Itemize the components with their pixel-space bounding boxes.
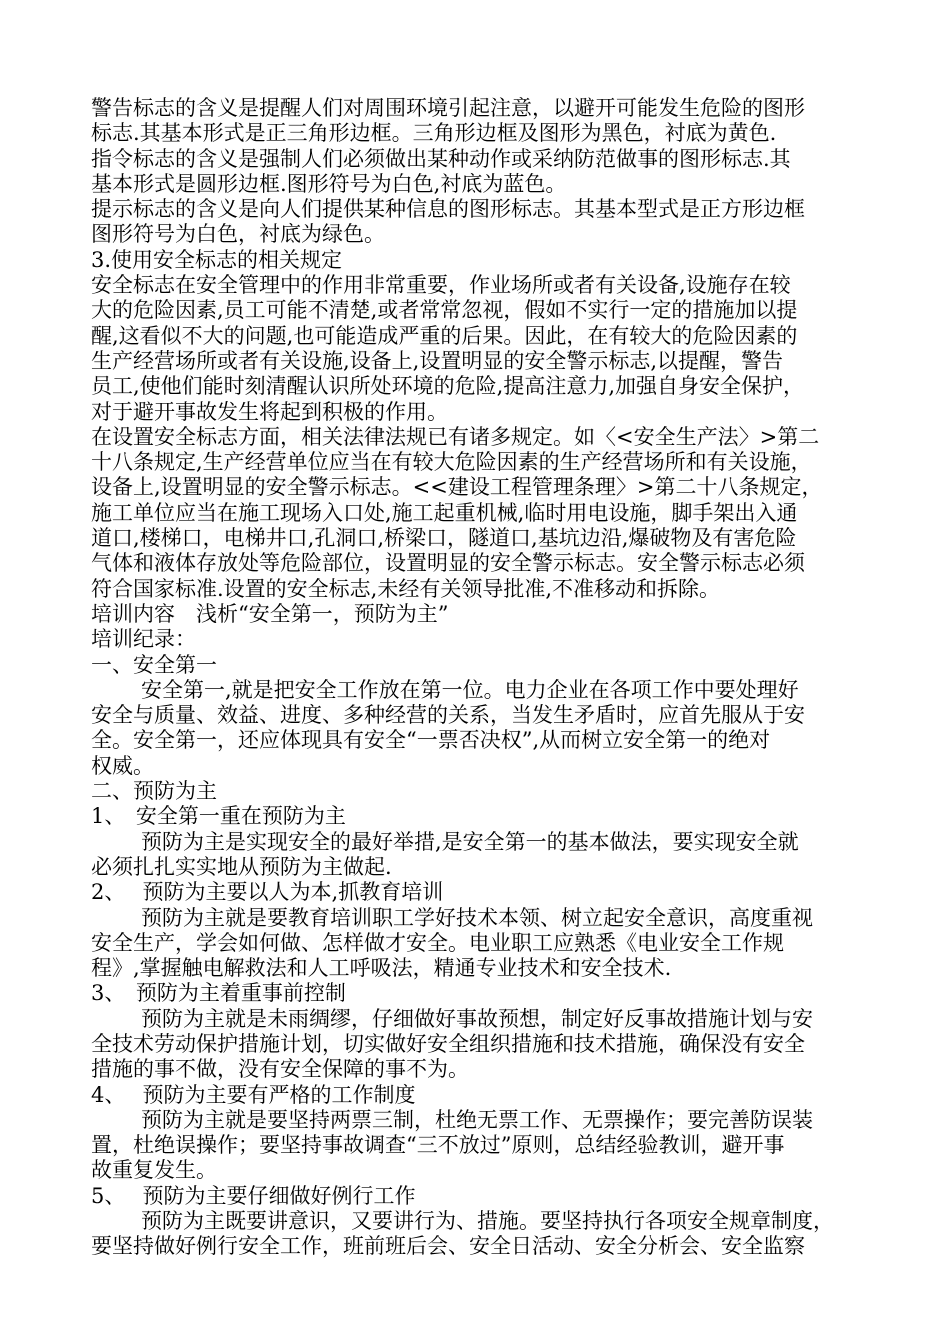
paragraph-line: 在设置安全标志方面，相关法律法规已有诸多规定。如〈<安全生产法〉>第二: [91, 424, 820, 449]
paragraph-line: 对于避开事故发生将起到积极的作用。: [91, 399, 448, 424]
paragraph-line: 设备上,设置明显的安全警示标志。<<建设工程管理条理〉>第二十八条规定，: [91, 475, 823, 500]
subsection-heading: 2、 预防为主要以人为本,抓教育培训: [91, 880, 444, 905]
paragraph-line: 要坚持做好例行安全工作，班前班后会、安全日活动、安全分析会、安全监察: [91, 1234, 805, 1259]
paragraph-line: 提示标志的含义是向人们提供某种信息的图形标志。其基本型式是正方形边框: [91, 197, 805, 222]
paragraph-line: 程》,掌握触电解救法和人工呼吸法，精通专业技术和安全技术.: [91, 956, 672, 981]
paragraph-line: 警告标志的含义是提醒人们对周围环境引起注意，以避开可能发生危险的图形: [91, 96, 805, 120]
paragraph-line: 气体和液体存放处等危险部位，设置明显的安全警示标志。安全警示标志必须: [91, 551, 805, 576]
paragraph-line: 员工,使他们能时刻清醒认识所处环境的危险,提高注意力,加强自身安全保护，: [91, 374, 805, 399]
paragraph-line: 标志.其基本形式是正三角形边框。三角形边框及图形为黑色，衬底为黄色.: [91, 121, 777, 146]
section-heading: 一、安全第一: [91, 652, 217, 677]
paragraph-line: 符合国家标准.设置的安全标志,未经有关领导批准,不准移动和拆除。: [91, 576, 721, 601]
paragraph-line: 图形符号为白色，衬底为绿色。: [91, 222, 385, 247]
training-record-label: 培训纪录：: [91, 627, 196, 652]
paragraph-line: 必须扎扎实实地从预防为主做起.: [91, 854, 392, 879]
paragraph-line: 预防为主就是要坚持两票三制，杜绝无票工作、无票操作；要完善防误装: [141, 1107, 813, 1132]
paragraph-line: 预防为主是实现安全的最好举措,是安全第一的基本做法，要实现安全就: [141, 829, 799, 854]
paragraph-line: 指令标志的含义是强制人们必须做出某种动作或采纳防范做事的图形标志.其: [91, 146, 791, 171]
subsection-heading: 5、 预防为主要仔细做好例行工作: [91, 1183, 416, 1208]
subsection-heading: 1、 安全第一重在预防为主: [91, 804, 346, 829]
paragraph-line: 醒,这看似不大的问题,也可能造成严重的后果。因此，在有较大的危险因素的: [91, 323, 798, 348]
paragraph-line: 大的危险因素,员工可能不清楚,或者常常忽视，假如不实行一定的措施加以提: [91, 298, 798, 323]
paragraph-line: 安全标志在安全管理中的作用非常重要，作业场所或者有关设备,设施存在较: [91, 273, 791, 298]
paragraph-line: 预防为主既要讲意识，又要讲行为、措施。要坚持执行各项安全规章制度，: [141, 1209, 834, 1234]
paragraph-line: 全。安全第一，还应体现具有安全“一票否决权”,从而树立安全第一的绝对: [91, 728, 771, 753]
paragraph-line: 生产经营场所或者有关设施,设备上,设置明显的安全警示标志,以提醒，警告: [91, 348, 784, 373]
paragraph-line: 安全与质量、效益、进度、多种经营的关系，当发生矛盾时，应首先服从于安: [91, 703, 805, 728]
paragraph-line: 施工单位应当在施工现场入口处,施工起重机械,临时用电设施，脚手架出入通: [91, 500, 798, 525]
section-heading: 3.使用安全标志的相关规定: [91, 247, 343, 272]
paragraph-line: 置，杜绝误操作；要坚持事故调查“三不放过”原则，总结经验教训，避开事: [91, 1133, 785, 1158]
paragraph-line: 基本形式是圆形边框.图形符号为白色,衬底为蓝色。: [91, 171, 567, 196]
paragraph-line: 预防为主就是要教育培训职工学好技术本领、树立起安全意识，高度重视: [141, 905, 813, 930]
paragraph-line: 权威。: [91, 753, 154, 778]
paragraph-line: 道口,楼梯口，电梯井口,孔洞口,桥梁口，隧道口,基坑边沿,爆破物及有害危险: [91, 526, 797, 551]
paragraph-line: 十八条规定,生产经营单位应当在有较大危险因素的生产经营场所和有关设施，: [91, 450, 812, 475]
training-topic: 培训内容 浅析“安全第一，预防为主”: [91, 601, 449, 626]
paragraph-line: 预防为主就是未雨绸缪，仔细做好事故预想，制定好反事故措施计划与安: [141, 1006, 813, 1031]
document-body: [91, 96, 881, 1260]
paragraph-line: 故重复发生。: [91, 1158, 217, 1183]
subsection-heading: 4、 预防为主要有严格的工作制度: [91, 1082, 416, 1107]
paragraph-line: 安全第一,就是把安全工作放在第一位。电力企业在各项工作中要处理好: [141, 677, 799, 702]
subsection-heading: 3、 预防为主着重事前控制: [91, 981, 346, 1006]
paragraph-line: 全技术劳动保护措施计划，切实做好安全组织措施和技术措施，确保没有安全: [91, 1031, 805, 1056]
paragraph-line: 安全生产，学会如何做、怎样做才安全。电业职工应熟悉《电业安全工作规: [91, 930, 784, 955]
paragraph-line: 措施的事不做，没有安全保障的事不为。: [91, 1057, 469, 1082]
section-heading: 二、预防为主: [91, 779, 217, 804]
